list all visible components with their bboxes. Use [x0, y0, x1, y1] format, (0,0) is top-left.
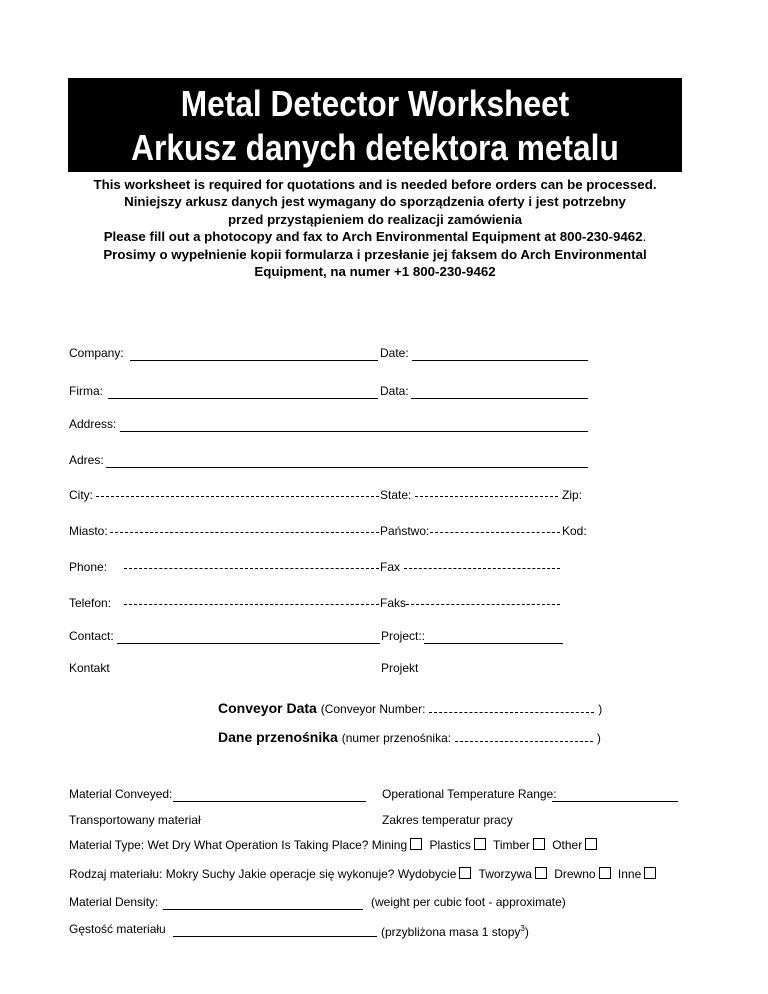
city-field[interactable]	[96, 496, 379, 497]
material-conveyed-label: Material Conveyed:	[69, 787, 173, 801]
state-label: State:	[380, 488, 412, 502]
density-field-pl[interactable]	[173, 925, 377, 937]
kontakt-label: Kontakt	[69, 661, 110, 675]
drewno-label: Drewno	[554, 867, 596, 881]
company-label: Company:	[69, 346, 124, 360]
drewno-checkbox[interactable]	[599, 867, 611, 879]
intro-line: This worksheet is required for quotations and is needed before orders can be processed.	[93, 177, 657, 192]
kod-label: Kod:	[562, 524, 587, 538]
density-field[interactable]	[163, 898, 363, 910]
miasto-label: Miasto:	[69, 524, 108, 538]
intro-line: Equipment, na numer +1 800-230-9462	[254, 264, 496, 280]
other-label: Other	[552, 838, 583, 852]
title-banner	[68, 78, 682, 172]
timber-label: Timber	[492, 838, 530, 852]
data-field[interactable]	[411, 387, 588, 399]
fax-label: Fax	[380, 560, 401, 574]
density-note-pl-sup: 3	[520, 924, 525, 933]
wydobycie-checkbox[interactable]	[459, 867, 471, 879]
intro-line	[60, 228, 690, 245]
company-row	[69, 346, 124, 360]
intro-line: przed przystąpieniem do realizacji zamówienia	[227, 211, 523, 227]
plastics-label: Plastics	[429, 838, 471, 852]
adres-label: Adres:	[69, 453, 104, 467]
intro-fax-instruction: Please fill out a photocopy and fax to Arch Environmental Equipment at 800-230-9462	[103, 229, 643, 245]
temp-label-pl: Zakres temperatur pracy	[382, 813, 513, 827]
density-note-pl	[381, 922, 529, 939]
faks-field[interactable]	[406, 604, 560, 605]
title-polish: Arkusz danych detektora metalu	[131, 127, 619, 168]
conveyor-number-field[interactable]	[429, 705, 594, 713]
contact-field[interactable]	[117, 632, 380, 644]
miasto-field[interactable]	[110, 532, 379, 533]
material-type-row-pl	[69, 867, 660, 881]
contact-label: Contact:	[69, 629, 114, 643]
title-english: Metal Detector Worksheet	[180, 83, 570, 124]
timber-checkbox[interactable]	[533, 838, 545, 850]
intro-line: Prosimy o wypełnienie kopii formularza i przesłanie jej faksem do Arch Environmental	[103, 246, 647, 262]
conveyor-number-field-pl[interactable]	[455, 734, 593, 742]
temp-range-field[interactable]	[552, 790, 678, 802]
project-label: Project::	[381, 629, 426, 643]
other-checkbox[interactable]	[585, 838, 597, 850]
phone-label: Phone:	[69, 560, 108, 574]
conveyor-number-close: )	[598, 702, 603, 716]
fax-field[interactable]	[404, 568, 560, 569]
intro-text	[60, 176, 690, 280]
material-conveyed-field[interactable]	[173, 790, 366, 802]
material-type-label-pl: Rodzaj materiału: Mokry Suchy Jakie operacje się wykonuje? Wydobycie	[69, 867, 457, 881]
zip-label: Zip:	[562, 488, 583, 502]
intro-period: .	[642, 229, 647, 245]
address-field[interactable]	[120, 420, 588, 432]
conveyor-number-close-pl: )	[596, 731, 601, 745]
conveyor-data-heading-pl	[218, 729, 601, 745]
mining-checkbox[interactable]	[410, 838, 422, 850]
date-field[interactable]	[412, 349, 588, 361]
firma-field[interactable]	[108, 387, 378, 399]
density-note-pl-text: (przybliżona masa 1 stopy	[381, 925, 521, 939]
firma-label: Firma:	[69, 384, 103, 398]
phone-field[interactable]	[124, 568, 379, 569]
inne-label: Inne	[617, 867, 642, 881]
conveyor-number-label: (Conveyor Number:	[320, 702, 426, 716]
tworzywa-checkbox[interactable]	[535, 867, 547, 879]
projekt-label: Projekt	[381, 661, 419, 675]
inne-checkbox[interactable]	[644, 867, 656, 879]
density-label: Material Density:	[69, 895, 159, 909]
plastics-checkbox[interactable]	[474, 838, 486, 850]
tworzywa-label: Tworzywa	[478, 867, 532, 881]
temp-range-label: Operational Temperature Range:	[382, 787, 557, 801]
density-note: (weight per cubic foot - approximate)	[371, 895, 566, 909]
density-label-pl: Gęstość materiału	[69, 922, 166, 936]
project-field[interactable]	[424, 632, 563, 644]
material-type-row	[69, 838, 601, 852]
transported-label-pl: Transportowany materiał	[69, 813, 201, 827]
conveyor-number-label-pl: (numer przenośnika:	[341, 731, 452, 745]
adres-field[interactable]	[106, 456, 588, 468]
address-label: Address:	[69, 417, 117, 431]
company-field[interactable]	[130, 349, 378, 361]
density-note-pl-close: )	[524, 925, 529, 939]
state-field[interactable]	[415, 496, 558, 497]
panstwo-field[interactable]	[430, 532, 560, 533]
intro-line: Niniejszy arkusz danych jest wymagany do sporządzenia oferty i jest potrzebny	[124, 194, 626, 210]
data-label: Data:	[380, 384, 409, 398]
conveyor-data-heading	[218, 700, 602, 716]
material-type-label: Material Type: Wet Dry What Operation Is Taking Place? Mining	[69, 838, 408, 852]
city-label: City:	[69, 488, 93, 502]
conveyor-title-pl: Dane przenośnika	[218, 729, 338, 745]
faks-label: Faks	[380, 596, 407, 610]
telefon-label: Telefon:	[69, 596, 112, 610]
conveyor-title-en: Conveyor Data	[218, 700, 317, 716]
date-label: Date:	[380, 346, 409, 360]
panstwo-label: Państwo:	[380, 524, 430, 538]
telefon-field[interactable]	[124, 604, 379, 605]
